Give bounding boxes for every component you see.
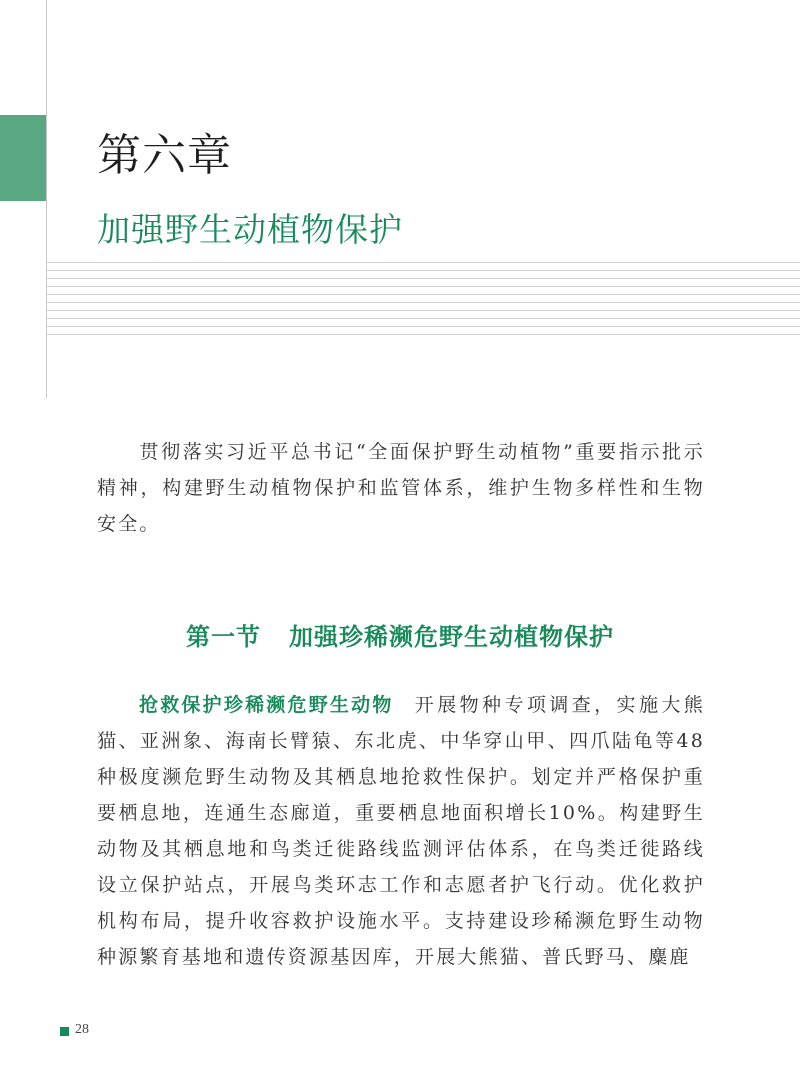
- paragraph-lead: 抢救保护珍稀濒危野生动物: [139, 694, 394, 716]
- chapter-tab-marker: [0, 115, 46, 201]
- decorative-lines: [46, 262, 800, 342]
- chapter-title: 加强野生动植物保护: [97, 210, 403, 249]
- intro-text: 贯彻落实习近平总书记“全面保护野生动植物”重要指示批示精神，构建野生动植物保护和监管体系，维护生物多样性和生物安全。: [97, 441, 705, 535]
- section-title: 加强珍稀濒危野生动植物保护: [289, 623, 614, 651]
- intro-paragraph: [97, 434, 705, 542]
- chapter-number: 第六章: [97, 130, 232, 181]
- body-paragraph: [97, 687, 705, 975]
- page-number: 28: [75, 1022, 89, 1037]
- section-label: 第一节: [186, 623, 261, 651]
- body-text: 开展物种专项调查，实施大熊猫、亚洲象、海南长臂猿、东北虎、中华穿山甲、四爪陆龟等48种极度濒危野生动物及其栖息地抢救性保护。划定并严格保护重要栖息地，连通生态廊道，重要栖息地面积增长10%。构建野生动物及其栖息地和鸟类迁徙路线监测评估体系，在鸟类迁徙路线设立保护站点，开展鸟类环志工作和志愿者护飞行动。优化救护机构布局，提升收容救护设施水平。支持建设珍稀濒危野生动物种源繁育基地和遗传资源基因库，开展大熊猫、普氏野马、麋鹿: [97, 694, 705, 968]
- page-number-marker: [60, 1027, 69, 1036]
- section-heading: [0, 617, 800, 652]
